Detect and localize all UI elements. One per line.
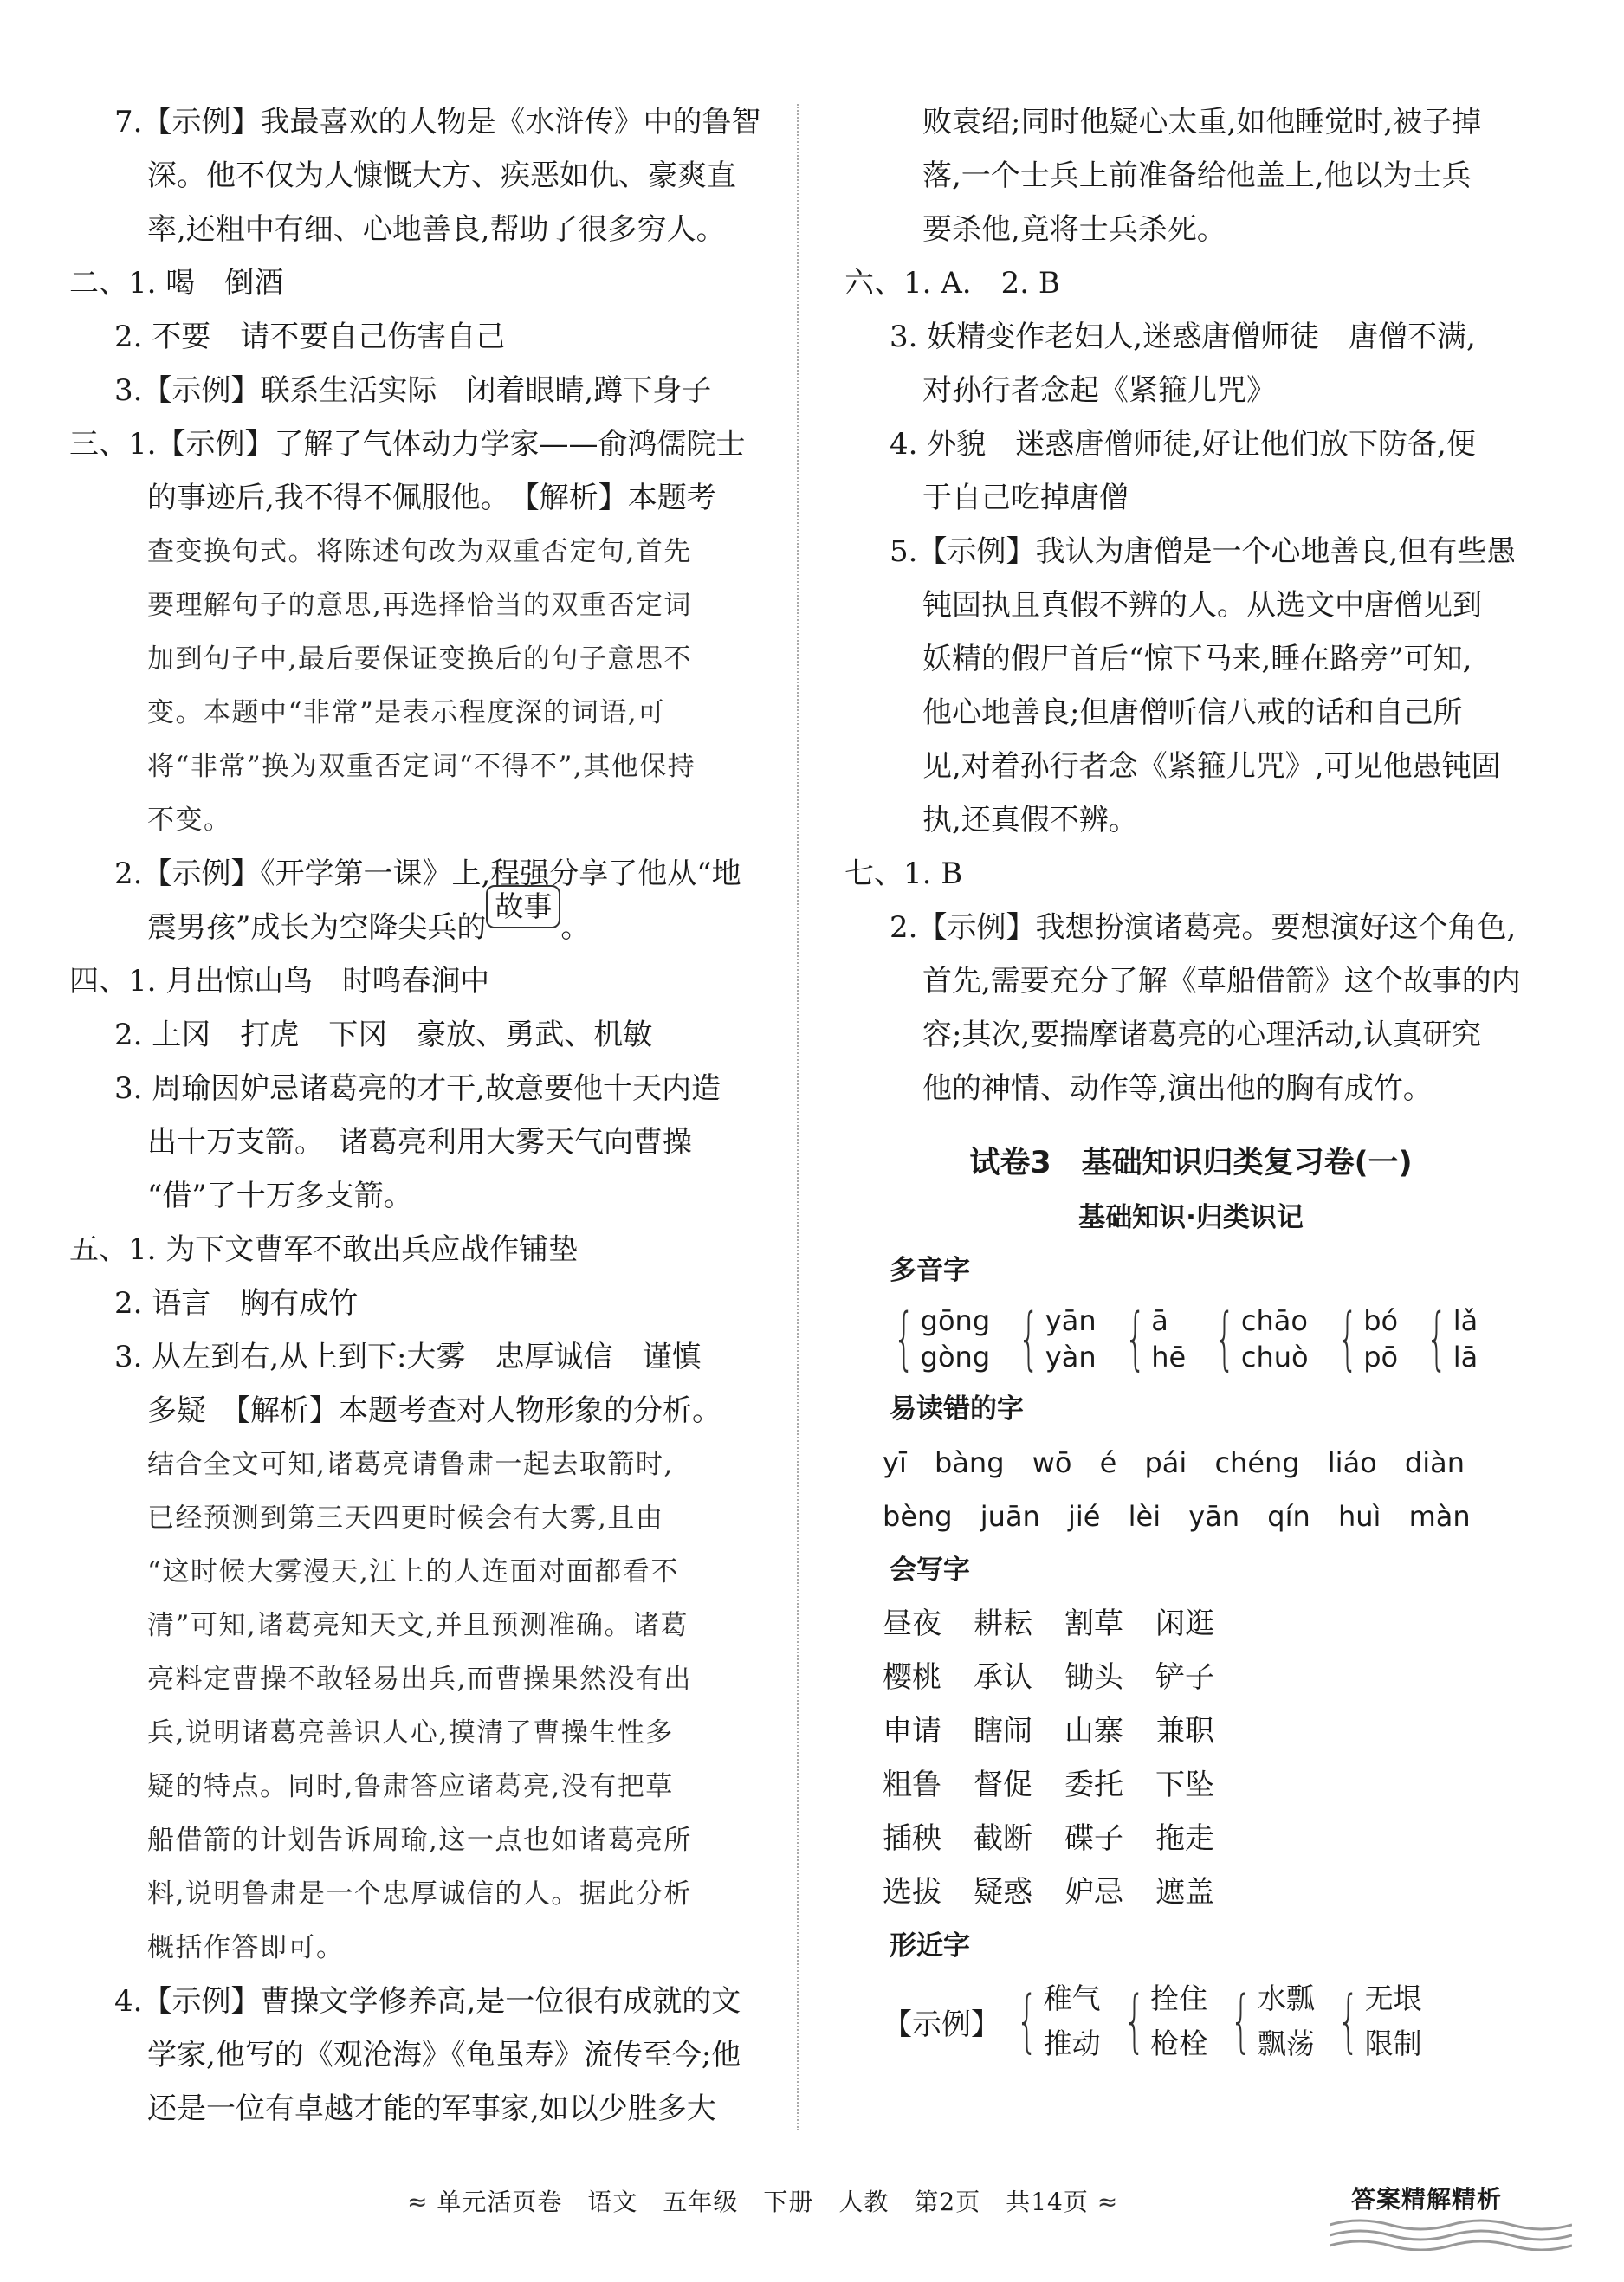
answer-line: 的事迹后,我不得不佩服他。 【解析】本题考	[147, 481, 716, 515]
word-stack	[1258, 1976, 1315, 2066]
column-divider	[797, 104, 799, 2130]
exam-subtitle: 基础知识·归类识记	[1078, 1202, 1304, 1233]
huixie-word: 山寨	[1064, 1714, 1123, 1749]
yidu-row: yī bàng wō é pái chéng liáo diàn	[883, 1446, 1465, 1479]
huixie-word: 截断	[974, 1821, 1032, 1856]
huixie-row	[844, 1758, 1537, 1812]
huixie-word: 昼夜	[883, 1606, 941, 1641]
answer-line: 概括作答即可。	[147, 1932, 345, 1963]
brace-icon: {	[1016, 1982, 1038, 2060]
answer-line: “借”了十万多支箭。	[147, 1179, 413, 1213]
footer-info	[407, 2178, 1118, 2227]
huixie-word: 粗鲁	[883, 1768, 941, 1802]
answer-line: 兵,说明诸葛亮善识人心,摸清了曹操生性多	[147, 1717, 674, 1749]
pinyin-bottom: gòng	[920, 1341, 991, 1374]
answer-line: 疑的特点。同时,鲁肃答应诸葛亮,没有把草	[147, 1771, 674, 1802]
yidu-row: bèng juān jié lèi yān qín huì màn	[883, 1500, 1471, 1533]
huixie-word: 割草	[1064, 1606, 1123, 1641]
pinyin-bottom: yàn	[1045, 1341, 1097, 1374]
section-huixie: 会写字	[890, 1555, 970, 1586]
footer-brand: 答案精解精析	[1351, 2185, 1503, 2214]
word-bottom: 推动	[1043, 2027, 1101, 2060]
word-bottom: 枪栓	[1150, 2027, 1208, 2060]
answer-line: 4. 外貌 迷惑唐僧师徒,好让他们放下防备,便	[890, 427, 1476, 462]
answer-line: 3. 从左到右,从上到下:大雾 忠厚诚信 谨慎	[114, 1340, 702, 1374]
huixie-row	[844, 1597, 1537, 1651]
pinyin-bottom: chuò	[1240, 1341, 1309, 1374]
insert-after: 。	[560, 910, 591, 945]
answer-line: 船借箭的计划告诉周瑜,这一点也如诸葛亮所	[147, 1825, 692, 1856]
answer-line: 2. 不要 请不要自己伤害自己	[114, 320, 506, 354]
pinyin-top: gōng	[920, 1304, 991, 1337]
huixie-word: 选拔	[883, 1875, 941, 1910]
huixie-word: 承认	[974, 1660, 1032, 1695]
word-top: 稚气	[1043, 1981, 1101, 2015]
answer-line: 于自己吃掉唐僧	[922, 481, 1129, 515]
answer-line: 出十万支箭。 诸葛亮利用大雾天气向曹操	[147, 1125, 692, 1160]
answer-line: 率,还粗中有细、心地善良,帮助了很多穷人。	[147, 212, 726, 247]
word-stack	[1044, 1976, 1101, 2066]
answer-line: 5.【示例】我认为唐僧是一个心地善良,但有些愚	[890, 534, 1517, 569]
huixie-word: 兼职	[1155, 1714, 1214, 1749]
huixie-word: 樱桃	[883, 1660, 941, 1695]
answer-line: 学家,他写的《观沧海》《龟虽寿》流传至今;他	[147, 2038, 741, 2072]
answer-line: 变。本题中“非常”是表示程度深的词语,可	[147, 697, 666, 728]
brace-icon: {	[1337, 1982, 1360, 2060]
answer-line: 执,还真假不辨。	[922, 803, 1138, 837]
answer-line: 亮料定曹操不敢轻易出兵,而曹操果然没有出	[147, 1664, 692, 1695]
inserted-word-box: 故事	[486, 885, 560, 928]
brace-icon: {	[1018, 1300, 1040, 1378]
word-top: 水瓢	[1257, 1981, 1315, 2015]
huixie-word: 碟子	[1064, 1821, 1123, 1856]
xingjin-label: 【示例】	[883, 2007, 1000, 2042]
brace-icon: {	[893, 1300, 916, 1378]
answer-line: 加到句子中,最后要保证变换后的句子意思不	[147, 643, 692, 675]
duoyin-pair	[1326, 1300, 1399, 1378]
answer-line: 还是一位有卓越才能的军事家,如以少胜多大	[147, 2091, 716, 2126]
word-stack	[1365, 1976, 1422, 2066]
page-footer	[0, 2178, 1624, 2230]
brace-icon: {	[1124, 1300, 1146, 1378]
xingjin-pair	[1220, 1976, 1315, 2066]
answer-line: 2.【示例】《开学第一课》上,程强分享了他从“地	[114, 857, 741, 891]
answer-line: 3.【示例】联系生活实际 闭着眼睛,蹲下身子	[114, 373, 712, 408]
answer-line: 3. 妖精变作老妇人,迷惑唐僧师徒 唐僧不满,	[890, 320, 1476, 354]
answer-line: 二、1. 喝 倒酒	[69, 266, 284, 301]
pinyin-top: chāo	[1240, 1304, 1308, 1337]
answer-line: 深。他不仅为人慷慨大方、疾恶如仇、豪爽直	[147, 158, 736, 193]
duoyin-pair	[1415, 1300, 1478, 1378]
answer-line: 多疑 【解析】本题考查对人物形象的分析。	[147, 1393, 721, 1428]
pinyin-stack	[1453, 1303, 1478, 1375]
answer-line: 他的神情、动作等,演出他的胸有成竹。	[922, 1071, 1433, 1106]
huixie-word: 下坠	[1155, 1768, 1214, 1802]
answer-line: 容;其次,要揣摩诸葛亮的心理活动,认真研究	[922, 1018, 1482, 1052]
exam-title: 试卷3 基础知识归类复习卷(一)	[969, 1146, 1413, 1180]
pinyin-bottom: hē	[1151, 1341, 1187, 1374]
huixie-word: 督促	[974, 1768, 1032, 1802]
wave-right-icon: ≈	[1097, 2188, 1119, 2216]
answer-line: 败袁绍;同时他疑心太重,如他睡觉时,被子掉	[922, 105, 1482, 139]
huixie-word: 疑惑	[974, 1875, 1032, 1910]
duoyin-pairs	[844, 1300, 1537, 1378]
xingjin-row	[844, 1976, 1537, 2066]
pinyin-bottom: lā	[1453, 1341, 1478, 1374]
answer-line: 四、1. 月出惊山鸟 时鸣春涧中	[69, 964, 490, 999]
pinyin-stack	[1241, 1303, 1309, 1375]
word-bottom: 飘荡	[1257, 2027, 1315, 2060]
huixie-word: 闲逛	[1155, 1606, 1214, 1641]
pinyin-stack	[1363, 1303, 1398, 1375]
brace-icon: {	[1230, 1982, 1252, 2060]
answer-line: 7.【示例】我最喜欢的人物是《水浒传》中的鲁智	[114, 105, 761, 139]
answer-line: 3. 周瑜因妒忌诸葛亮的才干,故意要他十天内造	[114, 1071, 721, 1106]
answer-line: 落,一个士兵上前准备给他盖上,他以为士兵	[922, 158, 1472, 193]
huixie-word: 铲子	[1155, 1660, 1214, 1695]
answer-line: 三、1.【示例】了解了气体动力学家——俞鸿儒院士	[69, 427, 746, 462]
answer-line: 不变。	[147, 805, 232, 836]
brace-icon: {	[1213, 1300, 1236, 1378]
answer-line: “这时候大雾漫天,江上的人连面对面都看不	[147, 1556, 679, 1587]
pinyin-stack	[1151, 1303, 1186, 1375]
xingjin-pair	[1113, 1976, 1208, 2066]
answer-line: 将“非常”换为双重否定词“不得不”,其他保持	[147, 751, 696, 782]
huixie-word: 插秧	[883, 1821, 941, 1856]
answer-line: 已经预测到第三天四更时候会有大雾,且由	[147, 1503, 664, 1534]
answer-line: 2.【示例】我想扮演诸葛亮。要想演好这个角色,	[890, 910, 1517, 945]
brace-icon: {	[1123, 1982, 1145, 2060]
huixie-word: 妒忌	[1064, 1875, 1123, 1910]
brace-icon: {	[1336, 1300, 1358, 1378]
huixie-word: 耕耘	[974, 1606, 1032, 1641]
answer-line: 六、1. A. 2. B	[844, 266, 1060, 301]
huixie-word: 瞎闹	[974, 1714, 1032, 1749]
huixie-word: 申请	[883, 1714, 941, 1749]
right-column	[844, 95, 1537, 2066]
answer-line: 要杀他,竟将士兵杀死。	[922, 212, 1226, 247]
pinyin-top: lǎ	[1453, 1304, 1478, 1337]
xingjin-pair	[1327, 1976, 1422, 2066]
huixie-word: 委托	[1064, 1768, 1123, 1802]
pinyin-top: ā	[1151, 1304, 1168, 1337]
answer-line: 料,说明鲁肃是一个忠厚诚信的人。据此分析	[147, 1878, 692, 1910]
duoyin-pair	[1007, 1300, 1097, 1378]
answer-line: 查变换句式。将陈述句改为双重否定句,首先	[147, 536, 692, 567]
wave-left-icon: ≈	[407, 2188, 429, 2216]
word-bottom: 限制	[1364, 2027, 1422, 2060]
brand-wave-icon	[1330, 2216, 1572, 2251]
answer-line-insert	[69, 889, 762, 954]
duoyin-pair	[1114, 1300, 1187, 1378]
pinyin-stack	[1045, 1303, 1097, 1375]
huixie-word: 遮盖	[1155, 1875, 1214, 1910]
answer-line: 2. 语言 胸有成竹	[114, 1286, 359, 1321]
answer-line: 4.【示例】曹操文学修养高,是一位很有成就的文	[114, 1984, 741, 2019]
answer-line: 首先,需要充分了解《草船借箭》这个故事的内	[922, 964, 1521, 999]
huixie-word: 锄头	[1064, 1660, 1123, 1695]
pinyin-stack	[921, 1303, 990, 1375]
answer-line: 妖精的假尸首后“惊下马来,睡在路旁”可知,	[922, 642, 1472, 676]
huixie-row	[844, 1865, 1537, 1919]
brace-icon: {	[1426, 1300, 1448, 1378]
xingjin-pair	[1006, 1976, 1101, 2066]
section-xingjin: 形近字	[890, 1930, 970, 1962]
answer-line: 结合全文可知,诸葛亮请鲁肃一起去取箭时,	[147, 1449, 674, 1480]
answer-line: 他心地善良;但唐僧听信八戒的话和自己所	[922, 695, 1463, 730]
duoyin-pair	[1203, 1300, 1309, 1378]
footer-info-text: 单元活页卷 语文 五年级 下册 人教 第2页 共14页	[437, 2188, 1089, 2216]
duoyin-pair	[883, 1300, 991, 1378]
pinyin-top: yān	[1045, 1304, 1097, 1337]
word-stack	[1150, 1976, 1207, 2066]
word-top: 无垠	[1364, 1981, 1422, 2015]
answer-line: 见,对着孙行者念《紧箍儿咒》,可见他愚钝固	[922, 749, 1501, 784]
huixie-row	[844, 1812, 1537, 1865]
word-top: 拴住	[1150, 1981, 1208, 2015]
answer-line: 对孙行者念起《紧箍儿咒》	[922, 373, 1276, 408]
left-column	[69, 95, 762, 2136]
huixie-row	[844, 1651, 1537, 1704]
answer-line: 清”可知,诸葛亮知天文,并且预测准确。诸葛	[147, 1610, 689, 1641]
section-duoyin: 多音字	[890, 1255, 970, 1286]
huixie-row	[844, 1704, 1537, 1758]
pinyin-top: bó	[1363, 1304, 1399, 1337]
answer-line: 五、1. 为下文曹军不敢出兵应战作铺垫	[69, 1232, 579, 1267]
answer-line: 要理解句子的意思,再选择恰当的双重否定词	[147, 590, 692, 621]
answer-line: 2. 上冈 打虎 下冈 豪放、勇武、机敏	[114, 1018, 653, 1052]
section-yidu: 易读错的字	[890, 1393, 1024, 1425]
insert-before: 震男孩”成长为空降尖兵的	[147, 910, 487, 945]
answer-line: 钝固执且真假不辨的人。从选文中唐僧见到	[922, 588, 1482, 623]
pinyin-bottom: pō	[1363, 1341, 1399, 1374]
answer-line: 七、1. B	[844, 857, 963, 891]
huixie-word: 拖走	[1155, 1821, 1214, 1856]
